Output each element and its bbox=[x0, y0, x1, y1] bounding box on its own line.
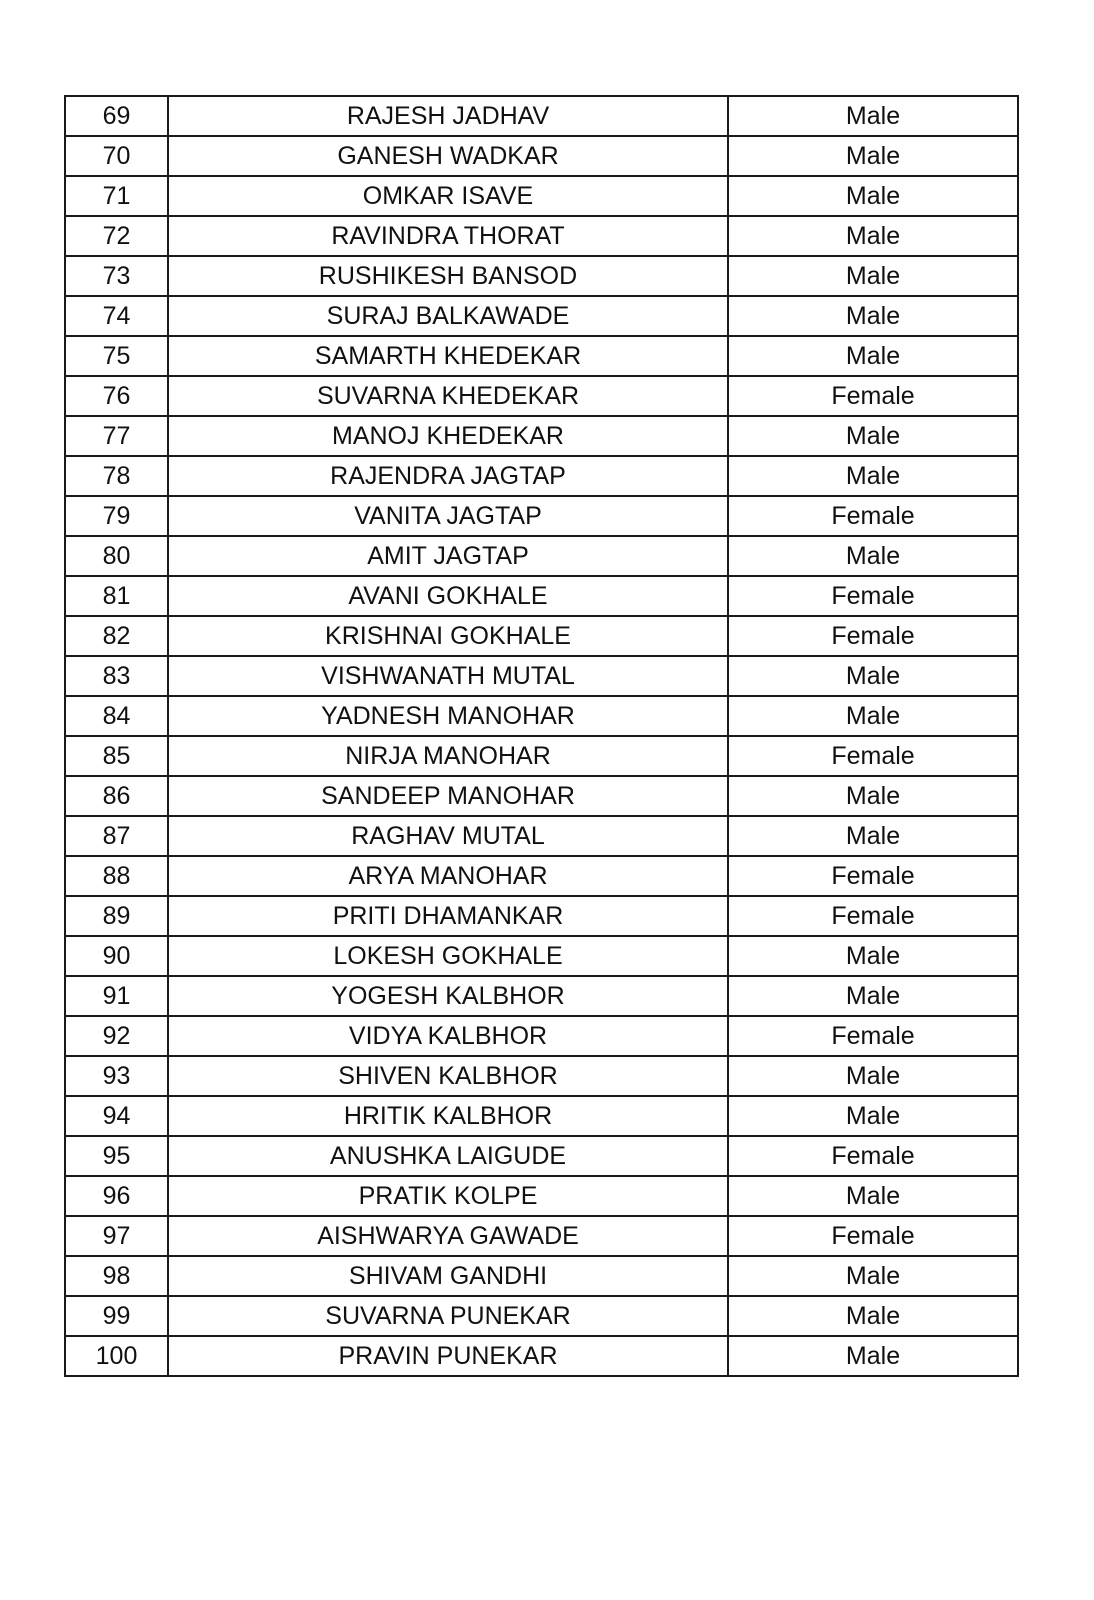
serial-number-cell: 84 bbox=[65, 696, 168, 736]
serial-number-cell: 88 bbox=[65, 856, 168, 896]
table-row bbox=[65, 536, 1018, 576]
table-row bbox=[65, 376, 1018, 416]
name-cell: MANOJ KHEDEKAR bbox=[168, 416, 728, 456]
name-cell: SHIVAM GANDHI bbox=[168, 1256, 728, 1296]
name-cell: RAGHAV MUTAL bbox=[168, 816, 728, 856]
gender-cell: Male bbox=[728, 776, 1018, 816]
table-row bbox=[65, 1056, 1018, 1096]
table-row bbox=[65, 896, 1018, 936]
table-row bbox=[65, 976, 1018, 1016]
gender-cell: Male bbox=[728, 976, 1018, 1016]
serial-number-cell: 81 bbox=[65, 576, 168, 616]
table-row bbox=[65, 936, 1018, 976]
name-cell: OMKAR ISAVE bbox=[168, 176, 728, 216]
name-cell: VISHWANATH MUTAL bbox=[168, 656, 728, 696]
table-row bbox=[65, 216, 1018, 256]
serial-number-cell: 79 bbox=[65, 496, 168, 536]
name-cell: SUVARNA PUNEKAR bbox=[168, 1296, 728, 1336]
serial-number-cell: 90 bbox=[65, 936, 168, 976]
serial-number-cell: 89 bbox=[65, 896, 168, 936]
gender-cell: Male bbox=[728, 1176, 1018, 1216]
serial-number-cell: 94 bbox=[65, 1096, 168, 1136]
gender-cell: Male bbox=[728, 816, 1018, 856]
name-cell: RUSHIKESH BANSOD bbox=[168, 256, 728, 296]
name-cell: VANITA JAGTAP bbox=[168, 496, 728, 536]
gender-cell: Female bbox=[728, 1136, 1018, 1176]
name-cell: SHIVEN KALBHOR bbox=[168, 1056, 728, 1096]
table-row bbox=[65, 136, 1018, 176]
name-cell: SUVARNA KHEDEKAR bbox=[168, 376, 728, 416]
table-row bbox=[65, 496, 1018, 536]
name-cell: VIDYA KALBHOR bbox=[168, 1016, 728, 1056]
table-row bbox=[65, 696, 1018, 736]
table-row bbox=[65, 736, 1018, 776]
name-cell: GANESH WADKAR bbox=[168, 136, 728, 176]
table-row bbox=[65, 1296, 1018, 1336]
gender-cell: Female bbox=[728, 616, 1018, 656]
name-cell: PRAVIN PUNEKAR bbox=[168, 1336, 728, 1376]
gender-cell: Male bbox=[728, 656, 1018, 696]
name-cell: SAMARTH KHEDEKAR bbox=[168, 336, 728, 376]
name-cell: HRITIK KALBHOR bbox=[168, 1096, 728, 1136]
gender-cell: Female bbox=[728, 1016, 1018, 1056]
name-cell: YADNESH MANOHAR bbox=[168, 696, 728, 736]
serial-number-cell: 72 bbox=[65, 216, 168, 256]
serial-number-cell: 77 bbox=[65, 416, 168, 456]
gender-cell: Female bbox=[728, 1216, 1018, 1256]
name-cell: PRITI DHAMANKAR bbox=[168, 896, 728, 936]
serial-number-cell: 75 bbox=[65, 336, 168, 376]
gender-cell: Male bbox=[728, 1296, 1018, 1336]
table-row bbox=[65, 576, 1018, 616]
serial-number-cell: 91 bbox=[65, 976, 168, 1016]
serial-number-cell: 70 bbox=[65, 136, 168, 176]
serial-number-cell: 69 bbox=[65, 96, 168, 136]
gender-cell: Male bbox=[728, 296, 1018, 336]
gender-cell: Female bbox=[728, 376, 1018, 416]
gender-cell: Male bbox=[728, 96, 1018, 136]
gender-cell: Male bbox=[728, 256, 1018, 296]
table-row bbox=[65, 616, 1018, 656]
name-cell: RAJESH JADHAV bbox=[168, 96, 728, 136]
gender-cell: Male bbox=[728, 456, 1018, 496]
name-cell: ANUSHKA LAIGUDE bbox=[168, 1136, 728, 1176]
table-body bbox=[65, 96, 1018, 1376]
serial-number-cell: 95 bbox=[65, 1136, 168, 1176]
name-cell: RAVINDRA THORAT bbox=[168, 216, 728, 256]
serial-number-cell: 74 bbox=[65, 296, 168, 336]
gender-cell: Male bbox=[728, 176, 1018, 216]
name-cell: AISHWARYA GAWADE bbox=[168, 1216, 728, 1256]
serial-number-cell: 73 bbox=[65, 256, 168, 296]
name-cell: LOKESH GOKHALE bbox=[168, 936, 728, 976]
serial-number-cell: 71 bbox=[65, 176, 168, 216]
name-cell: PRATIK KOLPE bbox=[168, 1176, 728, 1216]
serial-number-cell: 85 bbox=[65, 736, 168, 776]
name-cell: NIRJA MANOHAR bbox=[168, 736, 728, 776]
table-row bbox=[65, 456, 1018, 496]
gender-cell: Male bbox=[728, 136, 1018, 176]
table-row bbox=[65, 1216, 1018, 1256]
name-cell: SURAJ BALKAWADE bbox=[168, 296, 728, 336]
table-row bbox=[65, 856, 1018, 896]
gender-cell: Female bbox=[728, 896, 1018, 936]
name-cell: KRISHNAI GOKHALE bbox=[168, 616, 728, 656]
name-cell: RAJENDRA JAGTAP bbox=[168, 456, 728, 496]
gender-cell: Male bbox=[728, 536, 1018, 576]
serial-number-cell: 92 bbox=[65, 1016, 168, 1056]
gender-cell: Male bbox=[728, 1256, 1018, 1296]
serial-number-cell: 76 bbox=[65, 376, 168, 416]
table-row bbox=[65, 1096, 1018, 1136]
table-row bbox=[65, 1176, 1018, 1216]
serial-number-cell: 93 bbox=[65, 1056, 168, 1096]
gender-cell: Male bbox=[728, 336, 1018, 376]
table-row bbox=[65, 1256, 1018, 1296]
participants-table bbox=[64, 95, 1019, 1377]
table-row bbox=[65, 776, 1018, 816]
gender-cell: Female bbox=[728, 736, 1018, 776]
table-row bbox=[65, 416, 1018, 456]
gender-cell: Female bbox=[728, 576, 1018, 616]
gender-cell: Male bbox=[728, 936, 1018, 976]
gender-cell: Male bbox=[728, 416, 1018, 456]
table-row bbox=[65, 1136, 1018, 1176]
table-row bbox=[65, 1336, 1018, 1376]
table-row bbox=[65, 336, 1018, 376]
gender-cell: Male bbox=[728, 696, 1018, 736]
serial-number-cell: 99 bbox=[65, 1296, 168, 1336]
serial-number-cell: 97 bbox=[65, 1216, 168, 1256]
table-row bbox=[65, 656, 1018, 696]
serial-number-cell: 83 bbox=[65, 656, 168, 696]
serial-number-cell: 80 bbox=[65, 536, 168, 576]
gender-cell: Male bbox=[728, 1096, 1018, 1136]
gender-cell: Male bbox=[728, 1336, 1018, 1376]
gender-cell: Female bbox=[728, 496, 1018, 536]
table-row bbox=[65, 256, 1018, 296]
table-row bbox=[65, 96, 1018, 136]
gender-cell: Male bbox=[728, 216, 1018, 256]
table-row bbox=[65, 296, 1018, 336]
table-row bbox=[65, 816, 1018, 856]
name-cell: AMIT JAGTAP bbox=[168, 536, 728, 576]
name-cell: ARYA MANOHAR bbox=[168, 856, 728, 896]
serial-number-cell: 96 bbox=[65, 1176, 168, 1216]
serial-number-cell: 98 bbox=[65, 1256, 168, 1296]
serial-number-cell: 87 bbox=[65, 816, 168, 856]
serial-number-cell: 78 bbox=[65, 456, 168, 496]
table-row bbox=[65, 1016, 1018, 1056]
name-cell: SANDEEP MANOHAR bbox=[168, 776, 728, 816]
serial-number-cell: 86 bbox=[65, 776, 168, 816]
name-cell: AVANI GOKHALE bbox=[168, 576, 728, 616]
gender-cell: Male bbox=[728, 1056, 1018, 1096]
table-row bbox=[65, 176, 1018, 216]
serial-number-cell: 82 bbox=[65, 616, 168, 656]
gender-cell: Female bbox=[728, 856, 1018, 896]
name-cell: YOGESH KALBHOR bbox=[168, 976, 728, 1016]
serial-number-cell: 100 bbox=[65, 1336, 168, 1376]
